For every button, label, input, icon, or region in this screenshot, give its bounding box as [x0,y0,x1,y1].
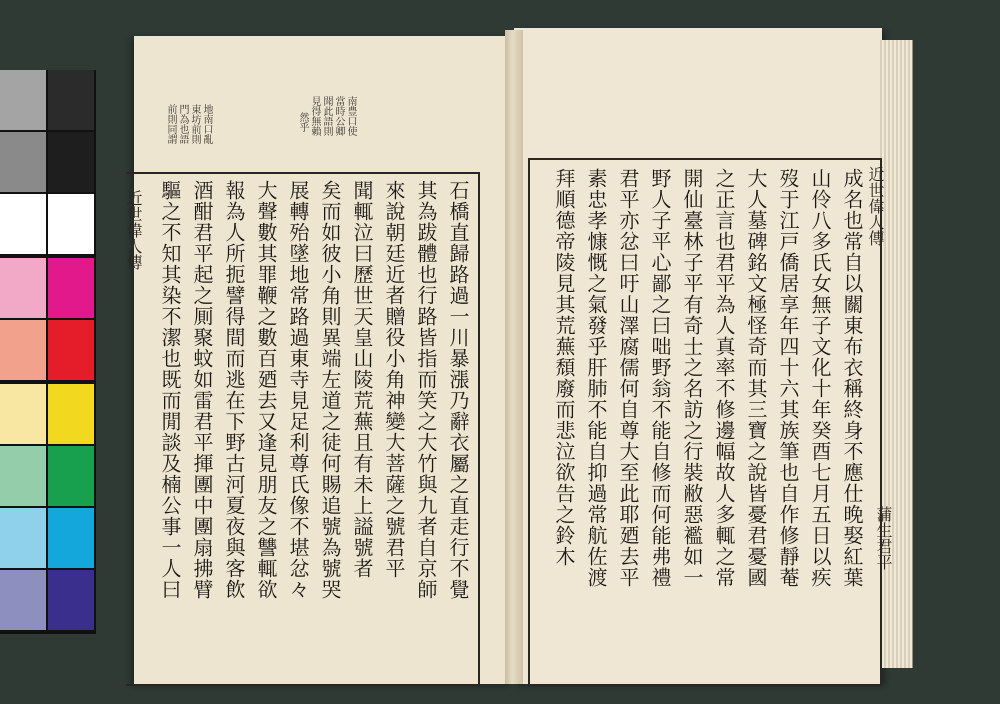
text-column: 成名也常自以關東布衣稱終身不應仕晚娶紅葉 [840,168,864,588]
checker-swatch [48,570,94,630]
header-note: 地南口亂 [201,104,212,144]
header-note: 門為也語 [177,104,188,144]
text-column: 素忠孝慷慨之氣發乎肝肺不能自抑過常航佐渡 [584,168,608,588]
checker-swatch [48,258,94,318]
checker-swatch [0,194,46,254]
checker-swatch [0,258,46,318]
header-note: 見得無賴 [309,96,320,136]
text-column: 君平亦忿曰吁山澤腐儒何自尊大至此耶廼去平 [616,168,640,588]
checker-swatch [48,194,94,254]
text-column: 石橋直歸路過一川暴漲乃辭衣屬之直走行不覺 [446,180,470,600]
right-margin-title: 近世偉人傳 [866,166,885,246]
checker-swatch [0,70,46,130]
text-column: 酒酣君平起之厠聚蚊如雷君平揮團中團扇拂臂 [190,180,214,600]
text-column: 之正言也君平為人真率不修邊幅故人多輒之常 [712,168,736,588]
header-note: 東坊前則 [189,104,200,144]
checker-swatch [0,320,46,380]
header-note: 南豊口使 [345,96,356,136]
checker-swatch [0,384,46,444]
header-note: 然乎 [297,112,308,132]
text-column: 拜順德帝陵見其荒蕪頹廢而悲泣欲告之鈴木 [552,168,576,567]
text-column: 來說朝廷近者贈役小角神變大菩薩之號君平 [382,180,406,579]
text-column: 大聲數其罪鞭之數百廼去又逢見朋友之讐輒欲 [254,180,278,600]
color-checker [0,70,96,634]
text-column: 展轉殆墜地常路過東寺見足利尊氏像不堪忿々 [286,180,310,600]
checker-swatch [48,132,94,192]
checker-swatch [48,384,94,444]
header-note: 聞此語則 [321,96,332,136]
checker-swatch [0,508,46,568]
checker-swatch [0,132,46,192]
page-edges [880,40,913,668]
header-note: 前則同謂 [165,104,176,144]
text-column: 山伶八多氏女無子文化十年癸酉七月五日以疾 [808,168,832,588]
checker-swatch [48,320,94,380]
text-column: 聞輒泣曰歷世天皇山陵荒蕪且有未上謚號者 [350,180,374,579]
text-column: 其為跋體也行路皆指而笑之大竹與九者自京師 [414,180,438,600]
checker-swatch [48,508,94,568]
checker-swatch [0,446,46,506]
checker-swatch [0,570,46,630]
text-column: 開仙臺林子平有奇士之名訪之行裝敝惡襤如一 [680,168,704,588]
left-margin-title: 近世偉人傳 [124,190,143,270]
text-column: 矣而如彼小角則異端左道之徒何賜追號為號哭 [318,180,342,600]
text-column: 歿于江戸僑居享年四十六其族筆也自作修靜菴 [776,168,800,588]
header-note: 當時公卿 [333,96,344,136]
text-column: 驅之不知其染不潔也既而閒談及楠公事一人曰 [158,180,182,600]
checker-swatch [48,70,94,130]
text-column: 報為人所扼譬得間而逃在下野古河夏夜與客飲 [222,180,246,600]
text-column: 大人墓碑銘文極怪奇而其三寶之說皆憂君憂國 [744,168,768,588]
book-gutter [505,30,523,684]
checker-swatch [48,446,94,506]
right-margin-side: 蒲生君平 [874,506,893,570]
text-column: 野人子平心鄙之曰咄野翁不能自修而何能弗禮 [648,168,672,588]
